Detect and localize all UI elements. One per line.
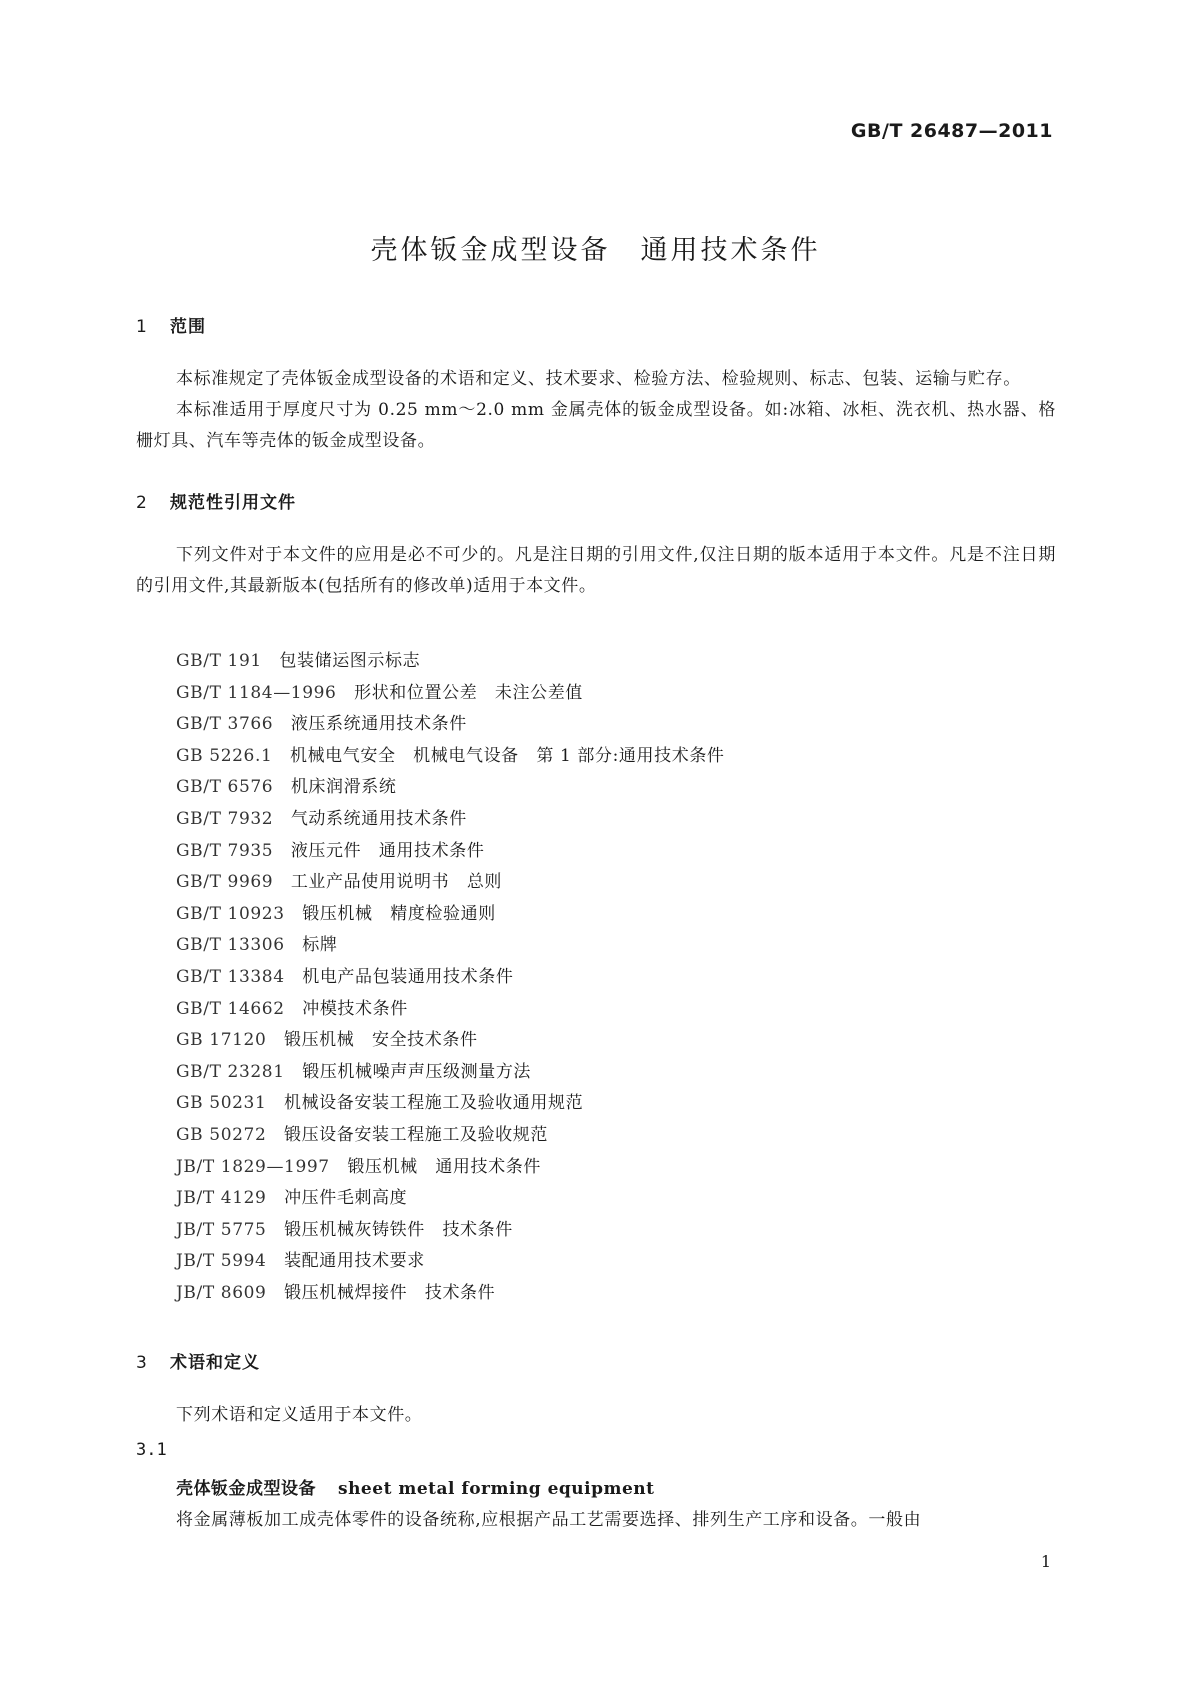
- term-definition: 将金属薄板加工成壳体零件的设备统称,应根据产品工艺需要选择、排列生产工序和设备。一般由: [176, 1510, 922, 1530]
- ref-code: GB/T 1184—1996: [176, 682, 337, 703]
- list-item: [176, 1183, 725, 1215]
- ref-title: 气动系统通用技术条件: [290, 808, 467, 829]
- ref-code: GB/T 7935: [176, 840, 274, 861]
- ref-code: GB 50272: [176, 1124, 267, 1145]
- ref-code: GB/T 9969: [176, 872, 274, 893]
- ref-title: 液压元件 通用技术条件: [290, 840, 485, 861]
- ref-code: GB/T 14662: [176, 998, 285, 1019]
- ref-code: GB/T 191: [176, 651, 262, 671]
- list-item: [176, 899, 725, 931]
- ref-code: GB/T 23281: [176, 1061, 285, 1082]
- list-item: [176, 930, 725, 962]
- ref-code: GB 17120: [176, 1030, 267, 1051]
- ref-code: JB/T 1829—1997: [176, 1156, 330, 1177]
- ref-title: 包装储运图示标志: [279, 651, 421, 671]
- ref-code: JB/T 8609: [176, 1282, 267, 1303]
- ref-title: 液压系统通用技术条件: [290, 714, 467, 735]
- ref-title: 锻压机械 精度检验通则: [302, 903, 496, 924]
- section-number: 2: [136, 493, 148, 513]
- section-heading-terms: [136, 1348, 260, 1373]
- scope-paragraph-2: 本标准适用于厚度尺寸为 0.25 mm～2.0 mm 金属壳体的钣金成型设备。如:冰箱、冰柜、洗衣机、热水器、格栅灯具、汽车等壳体的钣金成型设备。: [136, 400, 1056, 451]
- ref-title: 形状和位置公差 未注公差值: [354, 682, 583, 703]
- ref-code: JB/T 5994: [176, 1251, 267, 1272]
- section-title: 范围: [170, 317, 206, 337]
- section-heading-scope: [136, 312, 206, 337]
- standard-code: GB/T 26487—2011: [850, 120, 1053, 142]
- ref-title: 锻压设备安装工程施工及验收规范: [283, 1124, 548, 1145]
- ref-title: 标牌: [302, 935, 338, 956]
- section-title: 规范性引用文件: [170, 493, 296, 513]
- ref-title: 机械设备安装工程施工及验收通用规范: [283, 1093, 584, 1114]
- term-number: 3.1: [136, 1440, 167, 1460]
- reference-list: [176, 646, 725, 1309]
- ref-title: 机床润滑系统: [290, 777, 397, 798]
- list-item: [176, 1025, 725, 1057]
- ref-code: GB/T 13384: [176, 966, 285, 987]
- term-heading: [176, 1474, 655, 1499]
- ref-title: 锻压机械焊接件 技术条件: [284, 1282, 496, 1303]
- list-item: [176, 836, 725, 868]
- term-en: sheet metal forming equipment: [338, 1479, 655, 1499]
- list-item: [176, 867, 725, 899]
- ref-code: GB/T 10923: [176, 903, 285, 924]
- document-title: 壳体钣金成型设备 通用技术条件: [370, 235, 821, 266]
- ref-title: 机械电气安全 机械电气设备 第 1 部分:通用技术条件: [289, 745, 725, 766]
- section-number: 1: [136, 317, 148, 337]
- page-number: 1: [1040, 1552, 1051, 1571]
- list-item: [176, 1246, 725, 1278]
- list-item: [176, 741, 725, 773]
- ref-title: 机电产品包装通用技术条件: [302, 966, 514, 987]
- ref-title: 冲模技术条件: [302, 998, 408, 1019]
- scope-paragraph-1: 本标准规定了壳体钣金成型设备的术语和定义、技术要求、检验方法、检验规则、标志、包装、运输与贮存。: [176, 369, 1021, 389]
- ref-title: 锻压机械灰铸铁件 技术条件: [284, 1219, 513, 1240]
- ref-title: 锻压机械噪声声压级测量方法: [302, 1061, 532, 1082]
- ref-code: JB/T 4129: [176, 1188, 267, 1209]
- ref-code: GB/T 3766: [176, 714, 274, 735]
- section-heading-normative: [136, 488, 296, 513]
- ref-code: GB/T 13306: [176, 935, 285, 956]
- ref-code: GB/T 6576: [176, 777, 274, 798]
- list-item: [176, 1088, 725, 1120]
- ref-title: 锻压机械 通用技术条件: [347, 1156, 541, 1177]
- list-item: [176, 1120, 725, 1152]
- ref-code: GB 50231: [176, 1093, 267, 1114]
- list-item: [176, 1215, 725, 1247]
- list-item: [176, 709, 725, 741]
- term-zh: 壳体钣金成型设备: [176, 1479, 316, 1499]
- list-item: [176, 962, 725, 994]
- ref-code: GB/T 7932: [176, 808, 274, 829]
- section-title: 术语和定义: [170, 1353, 260, 1373]
- ref-title: 装配通用技术要求: [284, 1251, 425, 1272]
- ref-title: 锻压机械 安全技术条件: [283, 1030, 478, 1051]
- ref-title: 冲压件毛刺高度: [284, 1188, 408, 1209]
- ref-code: GB 5226.1: [176, 745, 273, 766]
- terms-intro: 下列术语和定义适用于本文件。: [176, 1405, 423, 1425]
- section-number: 3: [136, 1353, 148, 1373]
- list-item: [176, 646, 725, 678]
- ref-code: JB/T 5775: [176, 1219, 267, 1240]
- ref-title: 工业产品使用说明书 总则: [290, 872, 503, 893]
- list-item: [176, 1057, 725, 1089]
- list-item: [176, 994, 725, 1026]
- list-item: [176, 1278, 725, 1310]
- list-item: [176, 772, 725, 804]
- list-item: [176, 678, 725, 710]
- list-item: [176, 1152, 725, 1184]
- normative-intro: 下列文件对于本文件的应用是必不可少的。凡是注日期的引用文件,仅注日期的版本适用于本文件。凡是不注日期的引用文件,其最新版本(包括所有的修改单)适用于本文件。: [136, 545, 1056, 596]
- list-item: [176, 804, 725, 836]
